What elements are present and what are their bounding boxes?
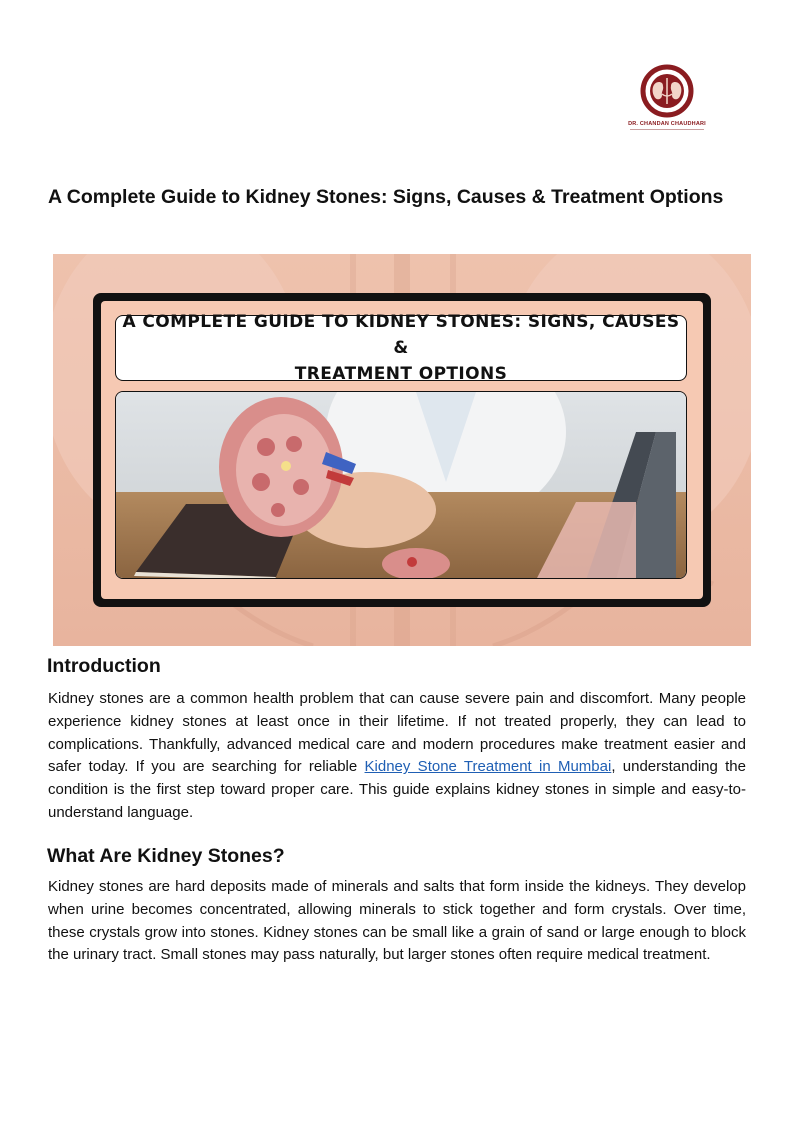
banner-frame-inner [101,301,703,599]
intro-text-after-link: , understanding the condition is the first step toward proper care. This guide explains kidney stones in simple and easy-to-understand language. [48,758,746,821]
kidney-stone-treatment-link[interactable]: Kidney Stone Treatment in Mumbai [364,758,612,776]
logo-tagline-rule [630,129,704,130]
banner-frame [93,293,711,607]
kidney-logo-icon [622,64,712,122]
document-title: A Complete Guide to Kidney Stones: Signs, Causes & Treatment Options [48,186,724,208]
banner-photo [115,391,687,579]
what-are-kidney-stones-heading: What Are Kidney Stones? [47,845,285,867]
banner-heading [116,309,686,387]
banner-image [53,254,751,646]
introduction-heading: Introduction [47,655,161,677]
banner-heading-line2: TREATMENT OPTIONS [294,364,508,384]
what-are-kidney-stones-paragraph: Kidney stones are hard deposits made of minerals and salts that form inside the kidneys. They develop when urine becomes concentrated, allowing minerals to stick together and form crystals. Over time, these crystals grow into stones. Kidney stones can be small like a grain of sand or large enough to block the urinary tract. Small stones may pass naturally, but larger stones often require medical treatment. [48,878,746,964]
banner-title-box [115,312,687,384]
doctor-holding-kidney-model-illustration [116,392,687,579]
banner-heading-line1: A COMPLETE GUIDE TO KIDNEY STONES: SIGNS, CAUSES & [122,312,680,358]
brand-logo [622,64,712,136]
intro-text-before-link: Kidney stones are a common health problem that can cause severe pain and discomfort. Many people experience kidney stones at least once in their lifetime. If not treated properly, they can lead to complications. Thankfully, advanced medical care and modern procedures make treatment easier and safer today. If you are searching for reliable [48,690,746,776]
introduction-paragraph [48,688,746,825]
logo-name: DR. CHANDAN CHAUDHARI [628,121,706,127]
